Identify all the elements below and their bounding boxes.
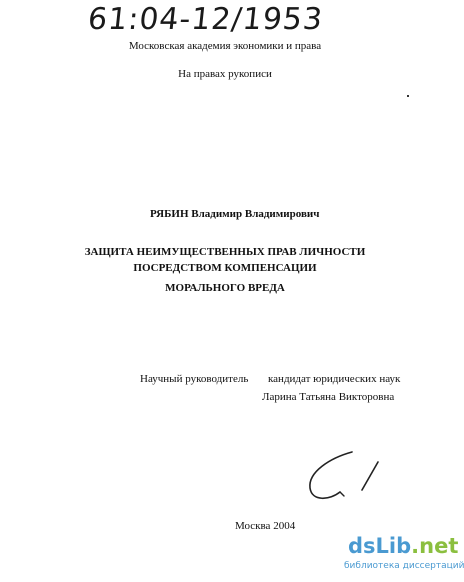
signature [300,440,390,510]
watermark-subtitle: библиотека диссертаций [344,561,464,571]
supervisor-degree: кандидат юридических наук [268,373,401,385]
title-line-1: ЗАЩИТА НЕИМУЩЕСТВЕННЫХ ПРАВ ЛИЧНОСТИ [84,246,366,258]
title-line-2: ПОСРЕДСТВОМ КОМПЕНСАЦИИ [133,262,317,274]
supervisor-name: Ларина Татьяна Викторовна [262,391,395,403]
watermark-logo [348,534,458,558]
title-line-3: МОРАЛЬНОГО ВРЕДА [165,282,285,294]
archive-number: 61:04-12/1953 [86,2,325,37]
watermark[interactable] [344,534,464,582]
supervisor-label: Научный руководитель [140,373,249,385]
watermark-logo-main: dsLib [348,534,412,558]
institution-name: Московская академия экономики и права [128,40,322,52]
manuscript-note: На правах рукописи [178,68,272,80]
city-year: Москва 2004 [235,520,296,532]
watermark-logo-suffix: .net [411,534,459,558]
author-name: РЯБИН Владимир Владимирович [150,208,320,220]
scan-dot [407,95,409,97]
